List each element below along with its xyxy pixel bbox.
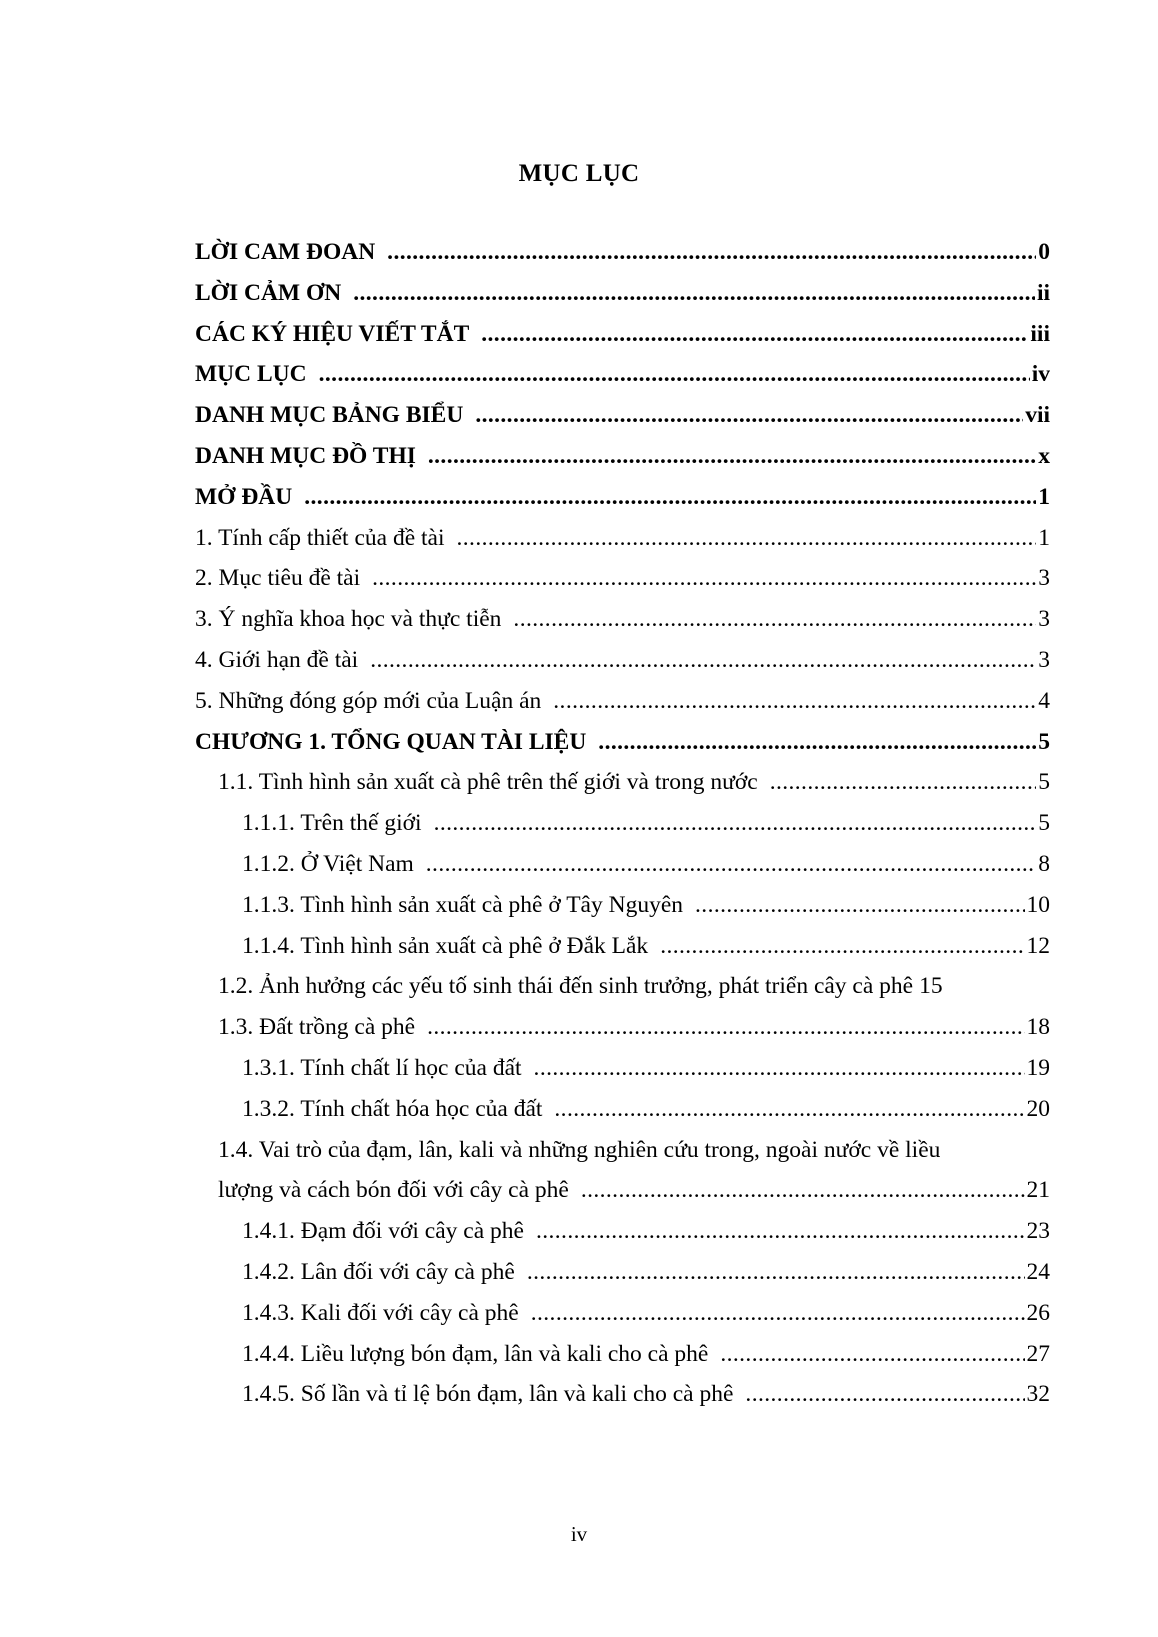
toc-entry-page: iii [1030, 320, 1050, 347]
toc-entry[interactable] [195, 681, 1050, 722]
toc-entry[interactable] [195, 1089, 1050, 1130]
toc-entry-page: 3 [1038, 646, 1050, 673]
toc-entry-label: 1.3.2. Tính chất hóa học của đất [242, 1095, 543, 1122]
toc-dot-leader [427, 1007, 1024, 1048]
toc-dot-leader [457, 518, 1037, 559]
toc-dot-leader [581, 1170, 1025, 1211]
toc-dot-leader [426, 844, 1036, 885]
toc-entry-page: 5 [1038, 728, 1050, 755]
toc-entry-label: lượng và cách bón đối với cây cà phê [218, 1177, 569, 1204]
toc-entry[interactable] [195, 558, 1050, 599]
toc-entry-label: 1.1.3. Tình hình sản xuất cà phê ở Tây Nguyên [242, 891, 684, 918]
toc-entry[interactable] [195, 762, 1050, 803]
toc-entry-page: 4 [1038, 687, 1050, 714]
toc-entry-label: 1.4.2. Lân đối với cây cà phê [242, 1258, 515, 1285]
toc-entry-page: 8 [1038, 850, 1050, 877]
toc-entry-label: 1. Tính cấp thiết của đề tài [195, 524, 445, 551]
toc-entry[interactable] [195, 926, 1050, 967]
toc-entry-page: 27 [1026, 1340, 1050, 1367]
toc-entry-page: ii [1036, 279, 1050, 306]
toc-dot-leader [527, 1252, 1025, 1293]
toc-entry-page: 32 [1026, 1381, 1050, 1408]
toc-entry[interactable] [195, 885, 1050, 926]
toc-entry[interactable] [195, 477, 1050, 518]
toc-entry-page: iv [1031, 361, 1050, 388]
toc-entry[interactable] [195, 966, 1050, 1007]
toc-dot-leader [475, 395, 1023, 436]
toc-dot-leader [534, 1048, 1025, 1089]
toc-dot-leader [720, 1334, 1024, 1375]
toc-entry-label: 1.1. Tình hình sản xuất cà phê trên thế giới và trong nước [218, 769, 758, 796]
toc-entry-page: 10 [1026, 891, 1050, 918]
toc-dot-leader [531, 1293, 1025, 1334]
toc-dot-leader [554, 1089, 1024, 1130]
toc-entry-label: CÁC KÝ HIỆU VIẾT TẮT [195, 320, 470, 347]
toc-entry-label: 1.1.2. Ở Việt Nam [242, 850, 414, 877]
toc-dot-leader [319, 354, 1030, 395]
toc-entry-label: 1.2. Ảnh hưởng các yếu tố sinh thái đến sinh trưởng, phát triển cây cà phê [218, 973, 914, 1000]
toc-entry-label: CHƯƠNG 1. TỔNG QUAN TÀI LIỆU [195, 728, 587, 755]
toc-entry-label: DANH MỤC ĐỒ THỊ [195, 442, 416, 469]
toc-entry[interactable] [195, 314, 1050, 355]
toc-entry[interactable] [195, 803, 1050, 844]
toc-entry-page: 1 [1038, 524, 1050, 551]
toc-entry-page: 21 [1026, 1177, 1050, 1204]
page-number: iv [570, 1522, 588, 1546]
toc-entry-page: 3 [1038, 606, 1050, 633]
toc-entry[interactable] [195, 395, 1050, 436]
toc-entry-label: LỜI CẢM ƠN [195, 279, 342, 306]
toc-dot-leader [745, 1374, 1024, 1415]
toc-entry-label: 1.4.1. Đạm đối với cây cà phê [242, 1218, 524, 1245]
toc-entry-label: 1.4. Vai trò của đạm, lân, kali và những nghiên cứu trong, ngoài nước về liều [218, 1136, 941, 1163]
toc-entry-label: 1.3.1. Tính chất lí học của đất [242, 1054, 522, 1081]
toc-entry-page: 5 [1038, 810, 1050, 837]
toc-entry[interactable] [195, 1293, 1050, 1334]
toc-entry-label: LỜI CAM ĐOAN [195, 239, 376, 265]
toc-dot-leader [660, 926, 1024, 967]
toc-entry-label: MỤC LỤC [195, 361, 307, 388]
toc-entry[interactable] [195, 1211, 1050, 1252]
toc-entry-page: 12 [1026, 932, 1050, 959]
toc-entry[interactable] [195, 844, 1050, 885]
toc-entry[interactable] [195, 640, 1050, 681]
toc-dot-leader [598, 722, 1036, 763]
toc-entry-page: 24 [1026, 1258, 1050, 1285]
toc-entry-page: 5 [1038, 769, 1050, 796]
toc-entry[interactable] [195, 1130, 1050, 1171]
toc-entry-page: 3 [1038, 565, 1050, 592]
toc-entry-label: MỞ ĐẦU [195, 483, 293, 510]
toc-entry-page: 26 [1026, 1299, 1050, 1326]
toc-entry-page: 20 [1026, 1095, 1050, 1122]
toc-entry[interactable] [195, 436, 1050, 477]
toc-entry[interactable] [195, 232, 1050, 273]
toc-dot-leader [434, 803, 1037, 844]
toc-dot-leader [387, 232, 1036, 273]
toc-entry-page: 19 [1026, 1054, 1050, 1081]
toc-entry-label: 2. Mục tiêu đề tài [195, 565, 361, 592]
toc-entry-label: 1.1.1. Trên thế giới [242, 810, 422, 837]
toc-entry-label: 1.4.3. Kali đối với cây cà phê [242, 1299, 519, 1326]
toc-entry-label: 1.4.4. Liều lượng bón đạm, lân và kali cho cà phê [242, 1340, 709, 1367]
toc-dot-leader [481, 314, 1028, 355]
toc-entry-label: 1.4.5. Số lần và tỉ lệ bón đạm, lân và kali cho cà phê [242, 1381, 734, 1408]
toc-entry-page: 18 [1026, 1014, 1050, 1041]
toc-entry-label: 1.3. Đất trồng cà phê [218, 1014, 416, 1041]
toc-entry-label: 3. Ý nghĩa khoa học và thực tiễn [195, 606, 502, 633]
toc-entry-page: 0 [1038, 239, 1050, 265]
toc-dot-leader [353, 273, 1035, 314]
toc-dot-leader [770, 762, 1037, 803]
toc-entry-label: 5. Những đóng góp mới của Luận án [195, 687, 542, 714]
toc-dot-leader [304, 477, 1036, 518]
toc-entry[interactable] [195, 518, 1050, 559]
toc-entry[interactable] [195, 599, 1050, 640]
toc-entry[interactable] [195, 1334, 1050, 1375]
table-of-contents [195, 232, 1050, 1415]
toc-entry[interactable] [195, 354, 1050, 395]
toc-entry-label: DANH MỤC BẢNG BIỂU [195, 402, 464, 429]
toc-entry-page: x [1038, 442, 1050, 469]
toc-entry[interactable] [195, 1252, 1050, 1293]
toc-dot-leader [513, 599, 1036, 640]
toc-entry[interactable] [195, 273, 1050, 314]
toc-entry-page: 1 [1038, 483, 1050, 510]
toc-dot-leader [553, 681, 1036, 722]
toc-dot-leader [372, 558, 1036, 599]
toc-entry-page: vii [1025, 402, 1050, 429]
page-title: MỤC LỤC [518, 160, 640, 187]
toc-entry[interactable] [195, 1048, 1050, 1089]
toc-entry[interactable] [195, 1374, 1050, 1415]
toc-entry-label: 1.1.4. Tình hình sản xuất cà phê ở Đắk Lắk [242, 932, 649, 959]
toc-entry-label: 4. Giới hạn đề tài [195, 646, 359, 673]
toc-dot-leader [428, 436, 1036, 477]
toc-dot-leader [536, 1211, 1025, 1252]
toc-dot-leader [695, 885, 1024, 926]
toc-entry-page: 15 [919, 973, 943, 1000]
toc-entry[interactable] [195, 1170, 1050, 1211]
toc-entry[interactable] [195, 722, 1050, 763]
toc-entry-page: 23 [1026, 1218, 1050, 1245]
toc-dot-leader [370, 640, 1036, 681]
toc-entry[interactable] [195, 1007, 1050, 1048]
